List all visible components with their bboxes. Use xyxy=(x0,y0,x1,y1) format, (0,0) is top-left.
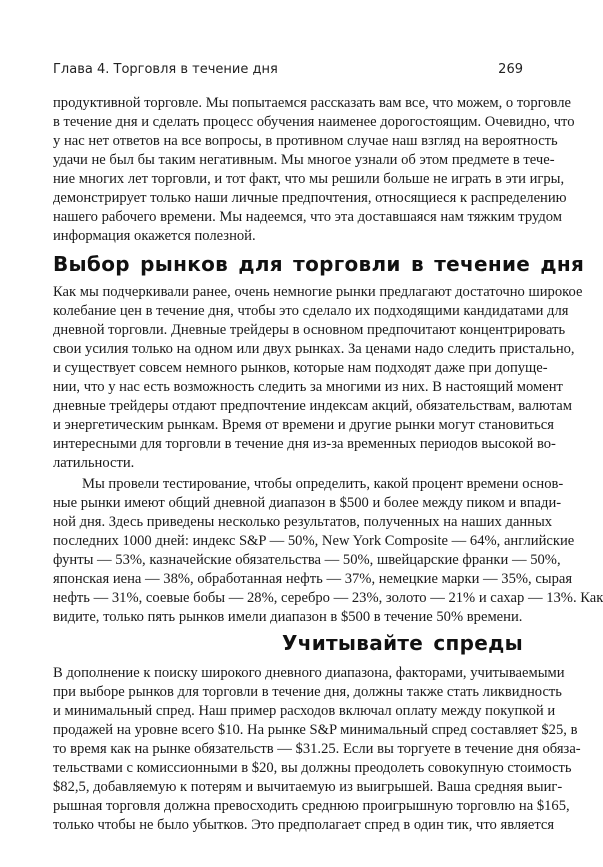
text-line: В дополнение к поиску широкого дневного диапазона, факторами, учитываемыми xyxy=(53,665,565,681)
text-line: фунты — 53%, казначейские обязательства — 50%, швейцарские франки — 50%, xyxy=(53,552,561,568)
text-line: последних 1000 дней: индекс S&P — 50%, New York Composite — 64%, английские xyxy=(53,533,575,549)
text-line: Как мы подчеркивали ранее, очень немногие рынки предлагают достаточно широкое xyxy=(53,284,583,300)
running-header xyxy=(53,62,523,77)
text-line: дневные трейдеры отдают предпочтение индексам акций, обязательствам, валютам xyxy=(53,398,572,414)
text-line: ние многих лет торговли, и тот факт, что мы решили больше не играть в эти игры, xyxy=(53,171,565,187)
text-line: демонстрирует только наши личные предпочтения, относящиеся к распределению xyxy=(53,190,567,206)
section-heading-market-selection: Выбор рынков для торговли в течение дня xyxy=(53,252,585,276)
text-line: интересными для торговли в течение дня из-за временных периодов высокой во- xyxy=(53,436,556,452)
text-line: $82,5, добавляемую к потерям и вычитаемую из выигрышей. Ваша средняя выиг- xyxy=(53,779,563,795)
text-line: Мы провели тестирование, чтобы определить, какой процент времени основ- xyxy=(82,476,564,492)
text-line: в течение дня и сделать процесс обучения наименее дорогостоящим. Очевидно, что xyxy=(53,114,575,130)
text-line: нефть — 31%, соевые бобы — 28%, серебро — 23%, золото — 21% и сахар — 13%. Как xyxy=(53,590,603,606)
section-heading-spreads: Учитывайте спреды xyxy=(281,631,523,655)
chapter-title: Глава 4. Торговля в течение дня xyxy=(53,62,278,77)
text-line: и минимальный спред. Наш пример расходов включал оплату между покупкой и xyxy=(53,703,556,719)
text-line: продажей на уровне всего $10. На рынке S&P минимальный спред составляет $25, в xyxy=(53,722,578,738)
paragraph-4 xyxy=(53,664,581,835)
text-line: только чтобы не было убытков. Это предполагает спред в один тик, что является xyxy=(53,817,555,833)
text-line: видите, только пять рынков имели диапазон в $500 в течение 50% времени. xyxy=(53,609,523,625)
text-line: и существует совсем немного рынков, которые нам подходят даже при допуще- xyxy=(53,360,548,376)
text-line: ные рынки имеют общий дневной диапазон в $500 и более между пиком и впади- xyxy=(53,495,562,511)
text-line: продуктивной торговле. Мы попытаемся рассказать вам все, что можем, о торговле xyxy=(53,95,571,111)
paragraph-2 xyxy=(53,283,583,473)
text-line: свои усилия только на одном или двух рынках. За ценами надо следить пристально, xyxy=(53,341,575,357)
text-line: рышная торговля должна превосходить среднюю проигрышную торговлю на $165, xyxy=(53,798,570,814)
text-line: нии, что у нас есть возможность следить за многими из них. В настоящий момент xyxy=(53,379,563,395)
text-line: удачи не был бы таким негативным. Мы многое узнали об этом предмете в тече- xyxy=(53,152,555,168)
paragraph-3 xyxy=(53,475,603,627)
page-number: 269 xyxy=(498,62,523,77)
paragraph-1 xyxy=(53,94,575,246)
text-line: то время как на рынке обязательств — $31.25. Если вы торгуете в течение дня обяза- xyxy=(53,741,581,757)
text-line: тельствами с комиссионными в $20, вы должны преодолеть совокупную стоимость xyxy=(53,760,572,776)
text-line: латильности. xyxy=(53,455,135,471)
text-line: японская иена — 38%, обработанная нефть — 37%, немецкие марки — 35%, сырая xyxy=(53,571,573,587)
text-line: и энергетическим рынкам. Время от времени и другие рынки могут становиться xyxy=(53,417,554,433)
text-line: дневной торговли. Дневные трейдеры в основном предпочитают концентрировать xyxy=(53,322,566,338)
text-line: ной дня. Здесь приведены несколько результатов, полученных на наших данных xyxy=(53,514,553,530)
text-line: информация окажется полезной. xyxy=(53,228,256,244)
text-line: при выборе рынков для торговли в течение дня, должны также стать ликвидность xyxy=(53,684,562,700)
text-line: колебание цен в течение дня, чтобы это сделало их подходящими кандидатами для xyxy=(53,303,569,319)
text-line: у нас нет ответов на все вопросы, в противном случае наш взгляд на вероятность xyxy=(53,133,558,149)
text-line: нашего рабочего времени. Мы надеемся, что эта доставшаяся нам тяжким трудом xyxy=(53,209,563,225)
